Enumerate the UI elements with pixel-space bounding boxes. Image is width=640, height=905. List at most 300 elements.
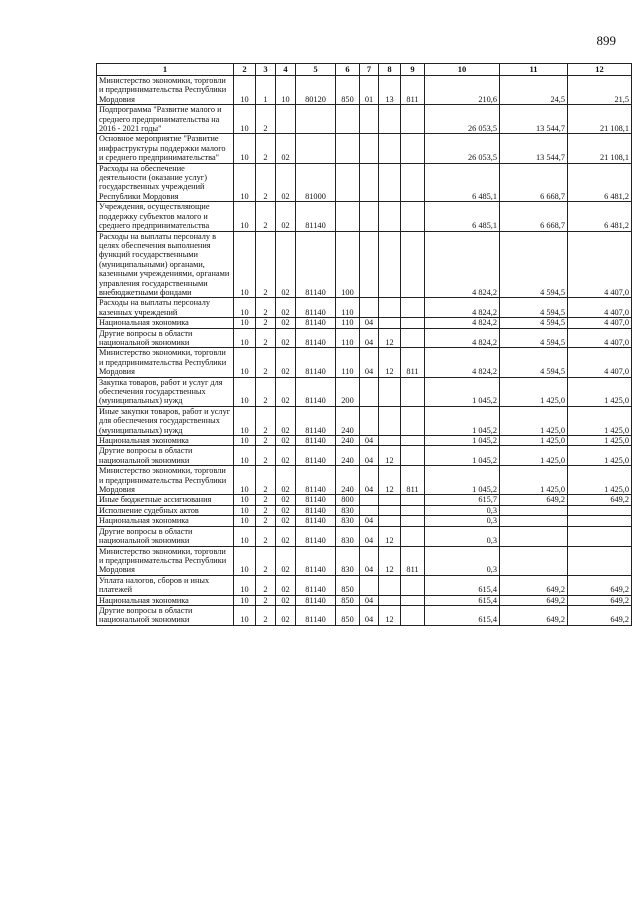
subprogram-code-cell: 2 [256, 466, 276, 495]
subdivision-cell [379, 575, 401, 595]
amount-col-11-cell: 6 668,7 [500, 202, 568, 231]
activity-code-cell: 02 [276, 406, 296, 435]
amount-col-10-cell: 615,4 [425, 605, 500, 625]
activity-code-cell: 02 [276, 466, 296, 495]
activity-code-cell: 02 [276, 575, 296, 595]
expense-type-cell [336, 163, 360, 202]
amount-col-11-cell: 13 544,7 [500, 134, 568, 163]
col-header: 1 [97, 64, 234, 76]
row-name-cell: Министерство экономики, торговли и предпринимательства Республики Мордовия [97, 76, 234, 105]
division-cell: 04 [360, 436, 379, 446]
subdivision-cell [379, 406, 401, 435]
activity-code-cell: 02 [276, 298, 296, 318]
amount-col-12-cell: 4 407,0 [568, 231, 632, 298]
row-name-cell: Национальная экономика [97, 516, 234, 526]
section-code-cell: 10 [234, 595, 256, 605]
division-cell [360, 406, 379, 435]
amount-col-11-cell: 649,2 [500, 595, 568, 605]
subprogram-code-cell: 2 [256, 377, 276, 406]
activity-code-cell: 02 [276, 202, 296, 231]
amount-col-12-cell: 21,5 [568, 76, 632, 105]
subprogram-code-cell: 2 [256, 495, 276, 505]
division-cell: 04 [360, 446, 379, 466]
division-cell: 04 [360, 466, 379, 495]
subdivision-cell: 12 [379, 605, 401, 625]
target-code-cell: 81140 [296, 516, 336, 526]
division-cell [360, 202, 379, 231]
ministry-code-cell [401, 406, 425, 435]
target-code-cell [296, 134, 336, 163]
ministry-code-cell: 811 [401, 466, 425, 495]
target-code-cell: 81140 [296, 495, 336, 505]
budget-table [96, 63, 632, 626]
section-code-cell: 10 [234, 436, 256, 446]
amount-col-10-cell: 615,4 [425, 575, 500, 595]
col-header: 6 [336, 64, 360, 76]
subprogram-code-cell: 2 [256, 318, 276, 328]
amount-col-12-cell: 1 425,0 [568, 466, 632, 495]
amount-col-12-cell: 21 108,1 [568, 105, 632, 134]
expense-type-cell: 830 [336, 516, 360, 526]
subprogram-code-cell: 2 [256, 231, 276, 298]
amount-col-12-cell: 649,2 [568, 605, 632, 625]
section-code-cell: 10 [234, 134, 256, 163]
activity-code-cell: 02 [276, 231, 296, 298]
subprogram-code-cell: 1 [256, 76, 276, 105]
section-code-cell: 10 [234, 348, 256, 377]
section-code-cell: 10 [234, 318, 256, 328]
row-name-cell: Другие вопросы в области национальной экономики [97, 328, 234, 348]
expense-type-cell: 850 [336, 595, 360, 605]
row-name-cell: Национальная экономика [97, 318, 234, 328]
table-row [97, 134, 632, 163]
amount-col-12-cell [568, 505, 632, 515]
row-name-cell: Расходы на выплаты персоналу в целях обеспечения выполнения функций государственными (муниципальными) органами, казенными учреждениями, органами управления государственными внебюджетными фондами [97, 231, 234, 298]
amount-col-11-cell: 13 544,7 [500, 105, 568, 134]
target-code-cell: 81140 [296, 505, 336, 515]
amount-col-11-cell: 1 425,0 [500, 436, 568, 446]
subprogram-code-cell: 2 [256, 516, 276, 526]
amount-col-10-cell: 615,7 [425, 495, 500, 505]
subdivision-cell [379, 377, 401, 406]
amount-col-10-cell: 4 824,2 [425, 298, 500, 318]
subdivision-cell [379, 134, 401, 163]
subdivision-cell [379, 202, 401, 231]
ministry-code-cell [401, 575, 425, 595]
activity-code-cell: 02 [276, 516, 296, 526]
ministry-code-cell [401, 495, 425, 505]
ministry-code-cell [401, 318, 425, 328]
target-code-cell: 81140 [296, 546, 336, 575]
section-code-cell: 10 [234, 505, 256, 515]
row-name-cell: Министерство экономики, торговли и предпринимательства Республики Мордовия [97, 348, 234, 377]
col-header: 5 [296, 64, 336, 76]
amount-col-12-cell: 6 481,2 [568, 202, 632, 231]
target-code-cell: 81000 [296, 163, 336, 202]
amount-col-10-cell: 26 053,5 [425, 134, 500, 163]
amount-col-10-cell: 1 045,2 [425, 446, 500, 466]
amount-col-12-cell: 4 407,0 [568, 298, 632, 318]
subprogram-code-cell: 2 [256, 328, 276, 348]
activity-code-cell [276, 105, 296, 134]
subprogram-code-cell: 2 [256, 446, 276, 466]
activity-code-cell: 02 [276, 505, 296, 515]
target-code-cell: 81140 [296, 406, 336, 435]
activity-code-cell: 02 [276, 377, 296, 406]
table-row [97, 546, 632, 575]
subprogram-code-cell: 2 [256, 134, 276, 163]
row-name-cell: Расходы на обеспечение деятельности (оказание услуг) государственных учреждений Республики Мордовия [97, 163, 234, 202]
table-row [97, 202, 632, 231]
division-cell: 04 [360, 348, 379, 377]
amount-col-10-cell: 0,3 [425, 526, 500, 546]
table-row [97, 466, 632, 495]
subdivision-cell [379, 231, 401, 298]
amount-col-12-cell [568, 546, 632, 575]
ministry-code-cell [401, 605, 425, 625]
table-row [97, 495, 632, 505]
row-name-cell: Министерство экономики, торговли и предпринимательства Республики Мордовия [97, 466, 234, 495]
amount-col-12-cell: 649,2 [568, 495, 632, 505]
expense-type-cell: 110 [336, 328, 360, 348]
amount-col-10-cell: 26 053,5 [425, 105, 500, 134]
amount-col-11-cell: 649,2 [500, 575, 568, 595]
table-row [97, 377, 632, 406]
amount-col-11-cell: 649,2 [500, 605, 568, 625]
row-name-cell: Другие вопросы в области национальной экономики [97, 446, 234, 466]
table-row [97, 105, 632, 134]
table-row [97, 348, 632, 377]
amount-col-11-cell: 4 594,5 [500, 231, 568, 298]
row-name-cell: Уплата налогов, сборов и иных платежей [97, 575, 234, 595]
amount-col-11-cell: 649,2 [500, 495, 568, 505]
subdivision-cell: 12 [379, 446, 401, 466]
ministry-code-cell [401, 505, 425, 515]
section-code-cell: 10 [234, 231, 256, 298]
subprogram-code-cell: 2 [256, 526, 276, 546]
ministry-code-cell [401, 526, 425, 546]
subprogram-code-cell: 2 [256, 105, 276, 134]
section-code-cell: 10 [234, 516, 256, 526]
expense-type-cell: 800 [336, 495, 360, 505]
expense-type-cell: 830 [336, 546, 360, 575]
activity-code-cell: 02 [276, 546, 296, 575]
target-code-cell: 81140 [296, 575, 336, 595]
amount-col-11-cell: 1 425,0 [500, 446, 568, 466]
subdivision-cell [379, 318, 401, 328]
section-code-cell: 10 [234, 202, 256, 231]
col-header: 10 [425, 64, 500, 76]
amount-col-10-cell: 4 824,2 [425, 231, 500, 298]
table-row [97, 76, 632, 105]
expense-type-cell: 240 [336, 446, 360, 466]
subdivision-cell: 12 [379, 546, 401, 575]
col-header: 11 [500, 64, 568, 76]
amount-col-12-cell: 6 481,2 [568, 163, 632, 202]
activity-code-cell: 02 [276, 605, 296, 625]
amount-col-10-cell: 0,3 [425, 546, 500, 575]
subprogram-code-cell: 2 [256, 348, 276, 377]
amount-col-10-cell: 1 045,2 [425, 377, 500, 406]
activity-code-cell: 02 [276, 436, 296, 446]
activity-code-cell: 02 [276, 163, 296, 202]
section-code-cell: 10 [234, 495, 256, 505]
subdivision-cell [379, 436, 401, 446]
col-header: 4 [276, 64, 296, 76]
subdivision-cell [379, 163, 401, 202]
amount-col-12-cell: 4 407,0 [568, 348, 632, 377]
amount-col-11-cell: 1 425,0 [500, 377, 568, 406]
col-header: 7 [360, 64, 379, 76]
amount-col-10-cell: 4 824,2 [425, 318, 500, 328]
activity-code-cell: 02 [276, 348, 296, 377]
division-cell [360, 105, 379, 134]
expense-type-cell: 110 [336, 348, 360, 377]
amount-col-12-cell [568, 516, 632, 526]
division-cell [360, 505, 379, 515]
header-row [97, 64, 632, 76]
amount-col-12-cell: 1 425,0 [568, 377, 632, 406]
subdivision-cell [379, 298, 401, 318]
division-cell [360, 134, 379, 163]
amount-col-11-cell: 1 425,0 [500, 406, 568, 435]
expense-type-cell [336, 105, 360, 134]
row-name-cell: Закупка товаров, работ и услуг для обеспечения государственных (муниципальных) нужд [97, 377, 234, 406]
subprogram-code-cell: 2 [256, 406, 276, 435]
division-cell [360, 495, 379, 505]
expense-type-cell: 240 [336, 436, 360, 446]
ministry-code-cell [401, 516, 425, 526]
table-row [97, 318, 632, 328]
subdivision-cell [379, 516, 401, 526]
amount-col-10-cell: 0,3 [425, 516, 500, 526]
table-row [97, 575, 632, 595]
amount-col-11-cell: 24,5 [500, 76, 568, 105]
subprogram-code-cell: 2 [256, 505, 276, 515]
expense-type-cell: 240 [336, 466, 360, 495]
subdivision-cell [379, 105, 401, 134]
section-code-cell: 10 [234, 466, 256, 495]
target-code-cell: 80120 [296, 76, 336, 105]
row-name-cell: Учреждения, осуществляющие поддержку субъектов малого и среднего предпринимательства [97, 202, 234, 231]
target-code-cell: 81140 [296, 595, 336, 605]
section-code-cell: 10 [234, 546, 256, 575]
subdivision-cell: 12 [379, 466, 401, 495]
target-code-cell [296, 105, 336, 134]
division-cell [360, 298, 379, 318]
ministry-code-cell: 811 [401, 546, 425, 575]
ministry-code-cell [401, 298, 425, 318]
activity-code-cell: 02 [276, 595, 296, 605]
amount-col-11-cell: 4 594,5 [500, 318, 568, 328]
target-code-cell: 81140 [296, 446, 336, 466]
row-name-cell: Министерство экономики, торговли и предпринимательства Республики Мордовия [97, 546, 234, 575]
ministry-code-cell [401, 446, 425, 466]
table-row [97, 328, 632, 348]
amount-col-10-cell: 1 045,2 [425, 436, 500, 446]
row-name-cell: Другие вопросы в области национальной экономики [97, 526, 234, 546]
target-code-cell: 81140 [296, 348, 336, 377]
division-cell: 04 [360, 605, 379, 625]
amount-col-11-cell: 1 425,0 [500, 466, 568, 495]
row-name-cell: Национальная экономика [97, 436, 234, 446]
ministry-code-cell [401, 231, 425, 298]
target-code-cell: 81140 [296, 231, 336, 298]
expense-type-cell: 830 [336, 505, 360, 515]
amount-col-12-cell: 1 425,0 [568, 406, 632, 435]
table-row [97, 505, 632, 515]
section-code-cell: 10 [234, 575, 256, 595]
division-cell [360, 231, 379, 298]
amount-col-10-cell: 6 485,1 [425, 163, 500, 202]
section-code-cell: 10 [234, 105, 256, 134]
amount-col-12-cell: 649,2 [568, 575, 632, 595]
expense-type-cell: 850 [336, 76, 360, 105]
col-header: 9 [401, 64, 425, 76]
ministry-code-cell [401, 328, 425, 348]
row-name-cell: Другие вопросы в области национальной экономики [97, 605, 234, 625]
amount-col-11-cell: 4 594,5 [500, 348, 568, 377]
row-name-cell: Основное мероприятие "Развитие инфраструктуры поддержки малого и среднего предпринимательства" [97, 134, 234, 163]
subdivision-cell [379, 495, 401, 505]
subprogram-code-cell: 2 [256, 436, 276, 446]
section-code-cell: 10 [234, 377, 256, 406]
ministry-code-cell: 811 [401, 348, 425, 377]
expense-type-cell: 110 [336, 318, 360, 328]
amount-col-10-cell: 210,6 [425, 76, 500, 105]
division-cell: 04 [360, 318, 379, 328]
activity-code-cell: 02 [276, 318, 296, 328]
row-name-cell: Национальная экономика [97, 595, 234, 605]
subdivision-cell [379, 505, 401, 515]
amount-col-11-cell: 4 594,5 [500, 298, 568, 318]
table-row [97, 446, 632, 466]
table-row [97, 298, 632, 318]
amount-col-12-cell: 1 425,0 [568, 436, 632, 446]
amount-col-11-cell [500, 526, 568, 546]
ministry-code-cell [401, 163, 425, 202]
ministry-code-cell [401, 436, 425, 446]
subdivision-cell [379, 595, 401, 605]
section-code-cell: 10 [234, 298, 256, 318]
amount-col-11-cell [500, 505, 568, 515]
section-code-cell: 10 [234, 526, 256, 546]
section-code-cell: 10 [234, 605, 256, 625]
division-cell [360, 575, 379, 595]
expense-type-cell: 100 [336, 231, 360, 298]
amount-col-11-cell [500, 546, 568, 575]
expense-type-cell: 830 [336, 526, 360, 546]
division-cell [360, 377, 379, 406]
target-code-cell: 81140 [296, 202, 336, 231]
ministry-code-cell [401, 134, 425, 163]
subprogram-code-cell: 2 [256, 298, 276, 318]
target-code-cell: 81140 [296, 377, 336, 406]
col-header: 3 [256, 64, 276, 76]
expense-type-cell: 850 [336, 605, 360, 625]
target-code-cell: 81140 [296, 298, 336, 318]
subdivision-cell: 13 [379, 76, 401, 105]
division-cell: 04 [360, 546, 379, 575]
amount-col-11-cell: 4 594,5 [500, 328, 568, 348]
section-code-cell: 10 [234, 328, 256, 348]
expense-type-cell: 110 [336, 298, 360, 318]
ministry-code-cell [401, 595, 425, 605]
section-code-cell: 10 [234, 163, 256, 202]
section-code-cell: 10 [234, 446, 256, 466]
section-code-cell: 10 [234, 406, 256, 435]
col-header: 8 [379, 64, 401, 76]
table-row [97, 406, 632, 435]
amount-col-12-cell: 4 407,0 [568, 328, 632, 348]
ministry-code-cell [401, 202, 425, 231]
division-cell: 01 [360, 76, 379, 105]
table-row [97, 526, 632, 546]
subdivision-cell: 12 [379, 348, 401, 377]
row-name-cell: Расходы на выплаты персоналу казенных учреждений [97, 298, 234, 318]
ministry-code-cell [401, 105, 425, 134]
amount-col-12-cell: 649,2 [568, 595, 632, 605]
subprogram-code-cell: 2 [256, 546, 276, 575]
amount-col-10-cell: 1 045,2 [425, 466, 500, 495]
division-cell: 04 [360, 526, 379, 546]
expense-type-cell [336, 202, 360, 231]
row-name-cell: Подпрограмма "Развитие малого и среднего предпринимательства на 2016 - 2021 годы" [97, 105, 234, 134]
subprogram-code-cell: 2 [256, 605, 276, 625]
division-cell: 04 [360, 595, 379, 605]
subprogram-code-cell: 2 [256, 575, 276, 595]
target-code-cell: 81140 [296, 466, 336, 495]
table-row [97, 163, 632, 202]
activity-code-cell: 02 [276, 446, 296, 466]
table-row [97, 516, 632, 526]
table-row [97, 595, 632, 605]
col-header: 2 [234, 64, 256, 76]
amount-col-10-cell: 6 485,1 [425, 202, 500, 231]
amount-col-10-cell: 1 045,2 [425, 406, 500, 435]
amount-col-12-cell: 21 108,1 [568, 134, 632, 163]
amount-col-11-cell: 6 668,7 [500, 163, 568, 202]
activity-code-cell: 02 [276, 495, 296, 505]
amount-col-11-cell [500, 516, 568, 526]
table-row [97, 436, 632, 446]
table-row [97, 231, 632, 298]
col-header: 12 [568, 64, 632, 76]
target-code-cell: 81140 [296, 436, 336, 446]
subprogram-code-cell: 2 [256, 163, 276, 202]
row-name-cell: Исполнение судебных актов [97, 505, 234, 515]
amount-col-12-cell: 4 407,0 [568, 318, 632, 328]
expense-type-cell: 850 [336, 575, 360, 595]
activity-code-cell: 10 [276, 76, 296, 105]
subdivision-cell: 12 [379, 526, 401, 546]
subdivision-cell: 12 [379, 328, 401, 348]
activity-code-cell: 02 [276, 328, 296, 348]
amount-col-10-cell: 4 824,2 [425, 328, 500, 348]
target-code-cell: 81140 [296, 605, 336, 625]
table-row [97, 605, 632, 625]
row-name-cell: Иные закупки товаров, работ и услуг для обеспечения государственных (муниципальных) нужд [97, 406, 234, 435]
expense-type-cell: 240 [336, 406, 360, 435]
section-code-cell: 10 [234, 76, 256, 105]
expense-type-cell: 200 [336, 377, 360, 406]
amount-col-12-cell: 1 425,0 [568, 446, 632, 466]
target-code-cell: 81140 [296, 328, 336, 348]
ministry-code-cell [401, 377, 425, 406]
amount-col-10-cell: 4 824,2 [425, 348, 500, 377]
amount-col-10-cell: 615,4 [425, 595, 500, 605]
expense-type-cell [336, 134, 360, 163]
